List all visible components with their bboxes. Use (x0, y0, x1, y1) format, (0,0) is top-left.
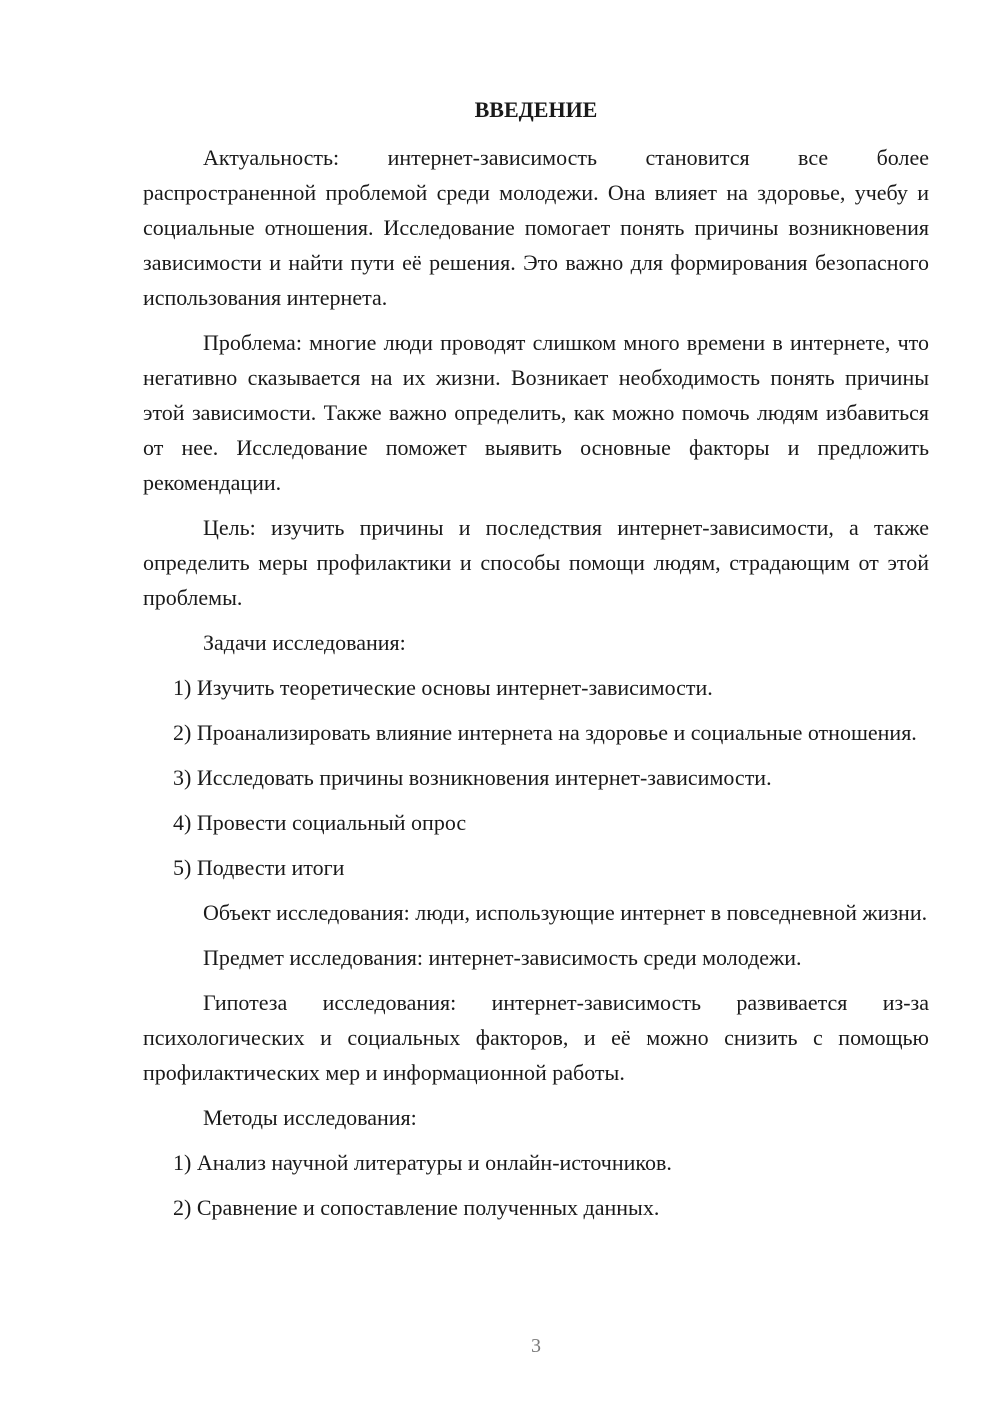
paragraph-hypothesis: Гипотеза исследования: интернет-зависимость развивается из-за психологических и социальных факторов, и её можно снизить с помощью профилактических мер и информационной работы. (143, 990, 929, 1085)
paragraph-subject: Предмет исследования: интернет-зависимость среди молодежи. (203, 945, 802, 970)
methods-heading: Методы исследования: (203, 1105, 417, 1130)
method-item: 2) Сравнение и сопоставление полученных данных. (173, 1195, 660, 1220)
paragraph-relevance: Актуальность: интернет-зависимость становится все более распространенной проблемой среди молодежи. Она влияет на здоровье, учебу и социальные отношения. Исследование помогает понять причины возникновения зависимости и найти пути её решения. Это важно для формирования безопасного использования интернета. (143, 145, 929, 310)
page-content (143, 94, 929, 1235)
task-item: 1) Изучить теоретические основы интернет-зависимости. (173, 675, 713, 700)
task-item: 5) Подвести итоги (173, 855, 345, 880)
task-item: 3) Исследовать причины возникновения интернет-зависимости. (173, 765, 772, 790)
paragraph-goal: Цель: изучить причины и последствия интернет-зависимости, а также определить меры профилактики и способы помощи людям, страдающим от этой проблемы. (143, 515, 929, 610)
paragraph-problem: Проблема: многие люди проводят слишком много времени в интернете, что негативно сказывается на их жизни. Возникает необходимость понять причины этой зависимости. Также важно определить, как можно помочь людям избавиться от нее. Исследование поможет выявить основные факторы и предложить рекомендации. (143, 330, 929, 495)
paragraph-object: Объект исследования: люди, использующие интернет в повседневной жизни. (203, 900, 928, 925)
section-title: ВВЕДЕНИЕ (474, 97, 598, 122)
method-item: 1) Анализ научной литературы и онлайн-источников. (173, 1150, 672, 1175)
tasks-heading: Задачи исследования: (203, 630, 406, 655)
page-number: 3 (531, 1335, 541, 1357)
task-item: 4) Провести социальный опрос (173, 810, 467, 835)
task-item: 2) Проанализировать влияние интернета на здоровье и социальные отношения. (173, 720, 917, 745)
